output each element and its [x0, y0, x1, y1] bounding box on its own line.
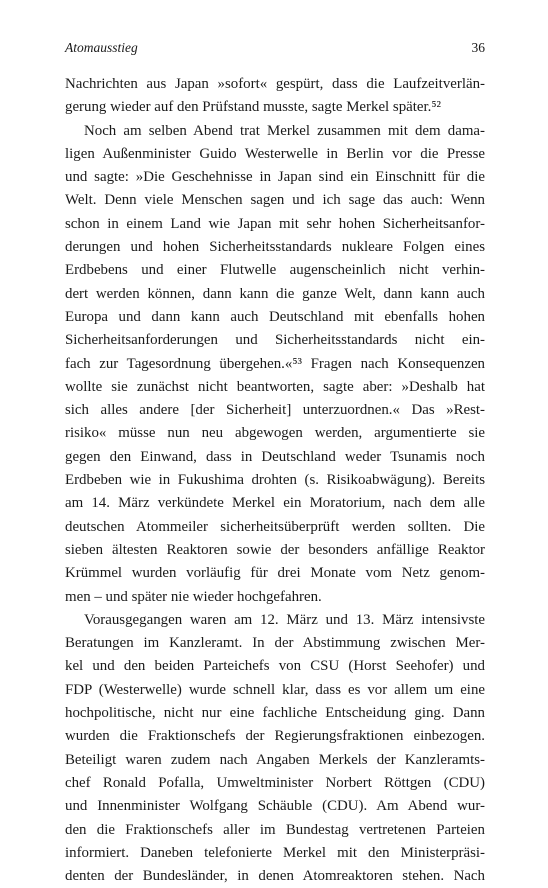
text-line: ligen Außenminister Guido Westerwelle in Berlin vor die Presse — [65, 145, 485, 162]
text-line: gerung wieder auf den Prüfstand musste, sagte Merkel später.⁵² — [65, 99, 442, 116]
text-line: wurden die Fraktionschefs der Regierungsfraktionen einbezogen. — [65, 728, 485, 745]
text-line: am 14. März verkündete Merkel ein Moratorium, nach dem alle — [65, 495, 485, 512]
running-title: Atomausstieg — [65, 40, 138, 55]
text-line: chef Ronald Pofalla, Umweltminister Norbert Röttgen (CDU) — [65, 774, 485, 791]
text-line: Erdbebens und einer Flutwelle augenscheinlich nicht verhin- — [65, 262, 485, 279]
running-head — [65, 38, 485, 58]
text-line: risiko« müsse nun neu abgewogen werden, argumentierte sie — [65, 425, 485, 442]
text-line: FDP (Westerwelle) wurde schnell klar, dass es vor allem um eine — [65, 681, 485, 698]
text-line: informiert. Daneben telefonierte Merkel mit den Ministerpräsi- — [65, 844, 485, 861]
text-line: Welt. Denn viele Menschen sagen und ich sage das auch: Wenn — [65, 192, 485, 209]
text-line: kel und den beiden Parteichefs von CSU (Horst Seehofer) und — [65, 658, 485, 675]
text-line: deutschen Atommeiler sicherheitsüberprüft werden sollten. Die — [65, 518, 485, 535]
text-line: hochpolitische, nicht nur eine fachliche Entscheidung ging. Dann — [65, 705, 485, 722]
text-line: men – und später nie wieder hochgefahren. — [65, 588, 322, 605]
text-line: Krümmel wurden vorläufig für drei Monate vom Netz genom- — [65, 565, 485, 582]
text-line: gegen den Einwand, dass in Deutschland weder Tsunamis noch — [65, 448, 485, 465]
text-line: schon in einem Land wie Japan mit sehr hohen Sicherheitsanfor- — [65, 215, 485, 232]
text-line: Nachrichten aus Japan »sofort« gespürt, dass die Laufzeitverlän- — [65, 76, 485, 92]
text-line: denten der Bundesländer, in denen Atomreaktoren stehen. Nach — [65, 868, 485, 885]
body-text — [65, 73, 485, 888]
text-line: derungen und hohen Sicherheitsstandards nukleare Folgen eines — [65, 239, 485, 256]
text-line: dert werden können, dann kann die ganze Welt, dann kann auch — [65, 285, 485, 302]
text-line: Beratungen im Kanzleramt. In der Abstimmung zwischen Mer- — [65, 635, 485, 652]
text-line: Vorausgegangen waren am 12. März und 13. März intensivste — [84, 611, 485, 628]
text-line: fach zur Tagesordnung übergehen.«⁵³ Fragen nach Konsequenzen — [65, 355, 485, 372]
text-line: sich alles andere [der Sicherheit] unterzuordnen.« Das »Rest- — [65, 402, 485, 419]
text-line: und sagte: »Die Geschehnisse in Japan sind ein Einschnitt für die — [65, 169, 485, 186]
text-line: wollte sie zunächst nicht beantworten, sagte aber: »Deshalb hat — [65, 378, 485, 395]
text-line: Beteiligt waren zudem nach Angaben Merkels der Kanzleramts- — [65, 751, 485, 768]
text-line: Europa und dann kann auch Deutschland mit ebenfalls hohen — [65, 308, 485, 325]
text-line: den die Fraktionschefs aller im Bundestag vertretenen Parteien — [65, 821, 485, 838]
text-line: und Innenminister Wolfgang Schäuble (CDU). Am Abend wur- — [65, 798, 485, 815]
text-line: Erdbeben wie in Fukushima drohten (s. Risikoabwägung). Bereits — [65, 472, 485, 489]
page-number: 36 — [471, 40, 485, 55]
text-line: Noch am selben Abend trat Merkel zusammen mit dem dama- — [84, 122, 485, 139]
text-line: Sicherheitsanforderungen und Sicherheitsstandards nicht ein- — [65, 332, 485, 349]
text-line: sieben ältesten Reaktoren sowie der besonders anfällige Reaktor — [65, 541, 485, 558]
